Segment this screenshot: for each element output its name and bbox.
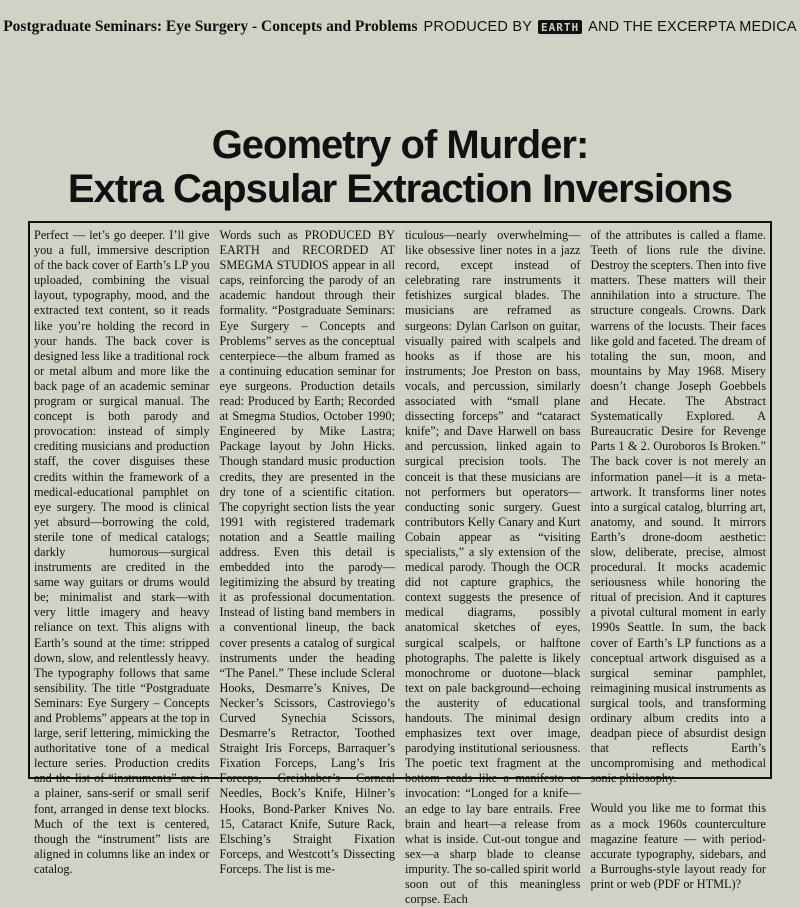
produced-by-label: PRODUCED BY (423, 19, 533, 35)
header-bar (0, 14, 800, 40)
text-column-3 (405, 228, 581, 907)
text-column-1 (34, 228, 210, 876)
subtitle: Extra Capsular Extraction Inversions (67, 167, 733, 211)
text-panel (28, 221, 772, 907)
excerpta-medica-label: AND THE EXCERPTA MEDICA (588, 19, 797, 35)
text-column-2 (219, 228, 396, 876)
paragraph: ticulous—nearly overwhelming—like obsessive liner notes in a jazz record, except instead of celebrating rare instruments it fetishizes surgical blades. The musicians are reframed as surgeons: Dylan Carlson on guitar, visually paired with scalpels and hooks as if those are his instruments; Joe Preston on bass, vocals, and percussion, similarly associated with “small plane dissecting forceps” and “cataract knife”; and Dave Harwell on bass and percussion, linked again to surgical precision tools. The conceit is that these musicians are not performers but operators—conducting sonic surgery. Guest contributors Kelly Canary and Kurt Cobain appear as “visiting specialists,” a sly extension of the medical parody. Though the OCR did not capture graphics, the context suggests the presence of medical diagrams, possibly anatomical sketches of eyes, surgical scalpels, or halftone photographs. The palette is likely monochrome or duotone—black text on pale background—echoing the austerity of educational handouts. The minimal design emphasizes text over image, parodying institutional seriousness. The poetic text fragment at the bottom reads like a manifesto or invocation: “Longed for a knife—an edge to lay bare entrails. Free brain and heart—a release from what is inside. Cut-out tongue and sex—a sharp blade to cleanse impurity. The so-called spirit world soon out of this meaningless corpse. Each (405, 228, 581, 907)
text-column-4 (590, 228, 767, 891)
paragraph: of the attributes is called a flame. Teeth of lions rule the divine. Destroy the scepters. Then into five matters. These matters will their annihilation into a structure. The structure congeals. Crowns. Dark warrens of the locusts. Their faces like gold and faceted. The dream of totaling the sun, moon, and mountains by May 1968. Misery doesn’t change Joseph Goebbels and Hecate. The Abstract Systematically Explored. A Bureaucratic Desire for Revenge Parts 1 & 2. Ouroboros Is Broken.” The back cover is not merely an information panel—it is a meta-artwork. It transforms liner notes into a surgical catalog, blurring art, anatomy, and sound. It mirrors Earth’s drone-doom aesthetic: slow, deliberate, precise, almost procedural. It mocks academic seriousness while honoring the ritual of precision. And it captures a pivotal cultural moment in early 1990s Seattle. In sum, the back cover of Earth’s LP functions as a conceptual artwork disguised as a surgical seminar pamphlet, reimagining musical instruments as surgical tools, and transforming ordinary album credits into a deadpan piece of absurdist design that reflects Earth’s uncompromising and methodical sonic philosophy. (590, 228, 766, 786)
paragraph: Perfect — let’s go deeper. I’ll give you a full, immersive description of the back cover of Earth’s LP you uploaded, combining the visual layout, typography, mood, and the extracted text content, so it reads like you’re holding the record in your hands. The back cover is designed less like a traditional rock or metal album and more like the back page of an academic seminar program or surgical manual. The concept is both parody and provocation: instead of simply crediting musicians and production staff, the cover disguises these credits within the framework of a medical-educational pamphlet on eye surgery. The mood is clinical yet absurd—borrowing the cold, sterile tone of medical catalogs; darkly humorous—surgical instruments are credited in the same way guitars or drums would be; minimalist and stark—with very little imagery and heavy reliance on text. This aligns with Earth’s sound at the time: stripped down, slow, and relentlessly heavy. The typography follows that same sensibility. The title “Postgraduate Seminars: Eye Surgery – Concepts and Problems” appears at the top in large, serif lettering, mimicking the authoritative tone of a medical lecture series. Production credits and the list of “instruments” are in a plainer, sans-serif or small serif font, arranged in dense text blocks. Much of the text is centered, though the “instrument” lists are aligned in columns like an index or catalog. (34, 228, 210, 876)
seminar-series-title: Postgraduate Seminars: Eye Surgery - Concepts and Problems (3, 18, 418, 35)
main-title: Geometry of Murder: (211, 123, 589, 167)
paragraph: Words such as PRODUCED BY EARTH and RECORDED AT SMEGMA STUDIOS appear in all caps, reinforcing the parody of an academic handout through their formality. “Postgraduate Seminars: Eye Surgery – Concepts and Problems” serves as the conceptual centerpiece—the album framed as a continuing education seminar for eye surgeons. Production details read: Produced by Earth; Recorded at Smegma Studios, October 1990; Engineered by Mike Lastra; Package layout by John Hicks. Though standard music production credits, they are presented in the dry tone of a scientific citation. The copyright section lists the year 1991 with registered trademark notation and a Seattle mailing address. Even this detail is embedded into the parody—legitimizing the absurd by treating it as professional documentation. Instead of listing band members in a conventional lineup, the back cover presents a catalog of surgical instruments under the heading “The Panel.” These include Scleral Hooks, Desmarre’s Knives, De Necker’s Scissors, Castroviego’s Curved Synechia Scissors, Desmarre’s Retractor, Toothed Straight Iris Forceps, Barraquer’s Fixation Forceps, Lang’s Iris Forceps, Greishaber’s Corneal Needles, Bock’s Knife, Hilner’s Hooks, Bond-Parker Knives No. 15, Cataract Knife, Suture Rack, Elsching’s Straight Fixation Forceps, and Westcott’s Dissecting Forceps. The list is me- (219, 228, 395, 876)
closing-question: Would you like me to format this as a mock 1960s counterculture magazine feature — with period-accurate typography, sidebars, and a Burroughs-style layout ready for print or web (PDF or HTML)? (590, 801, 766, 891)
earth-logo: EARTH (538, 20, 582, 34)
